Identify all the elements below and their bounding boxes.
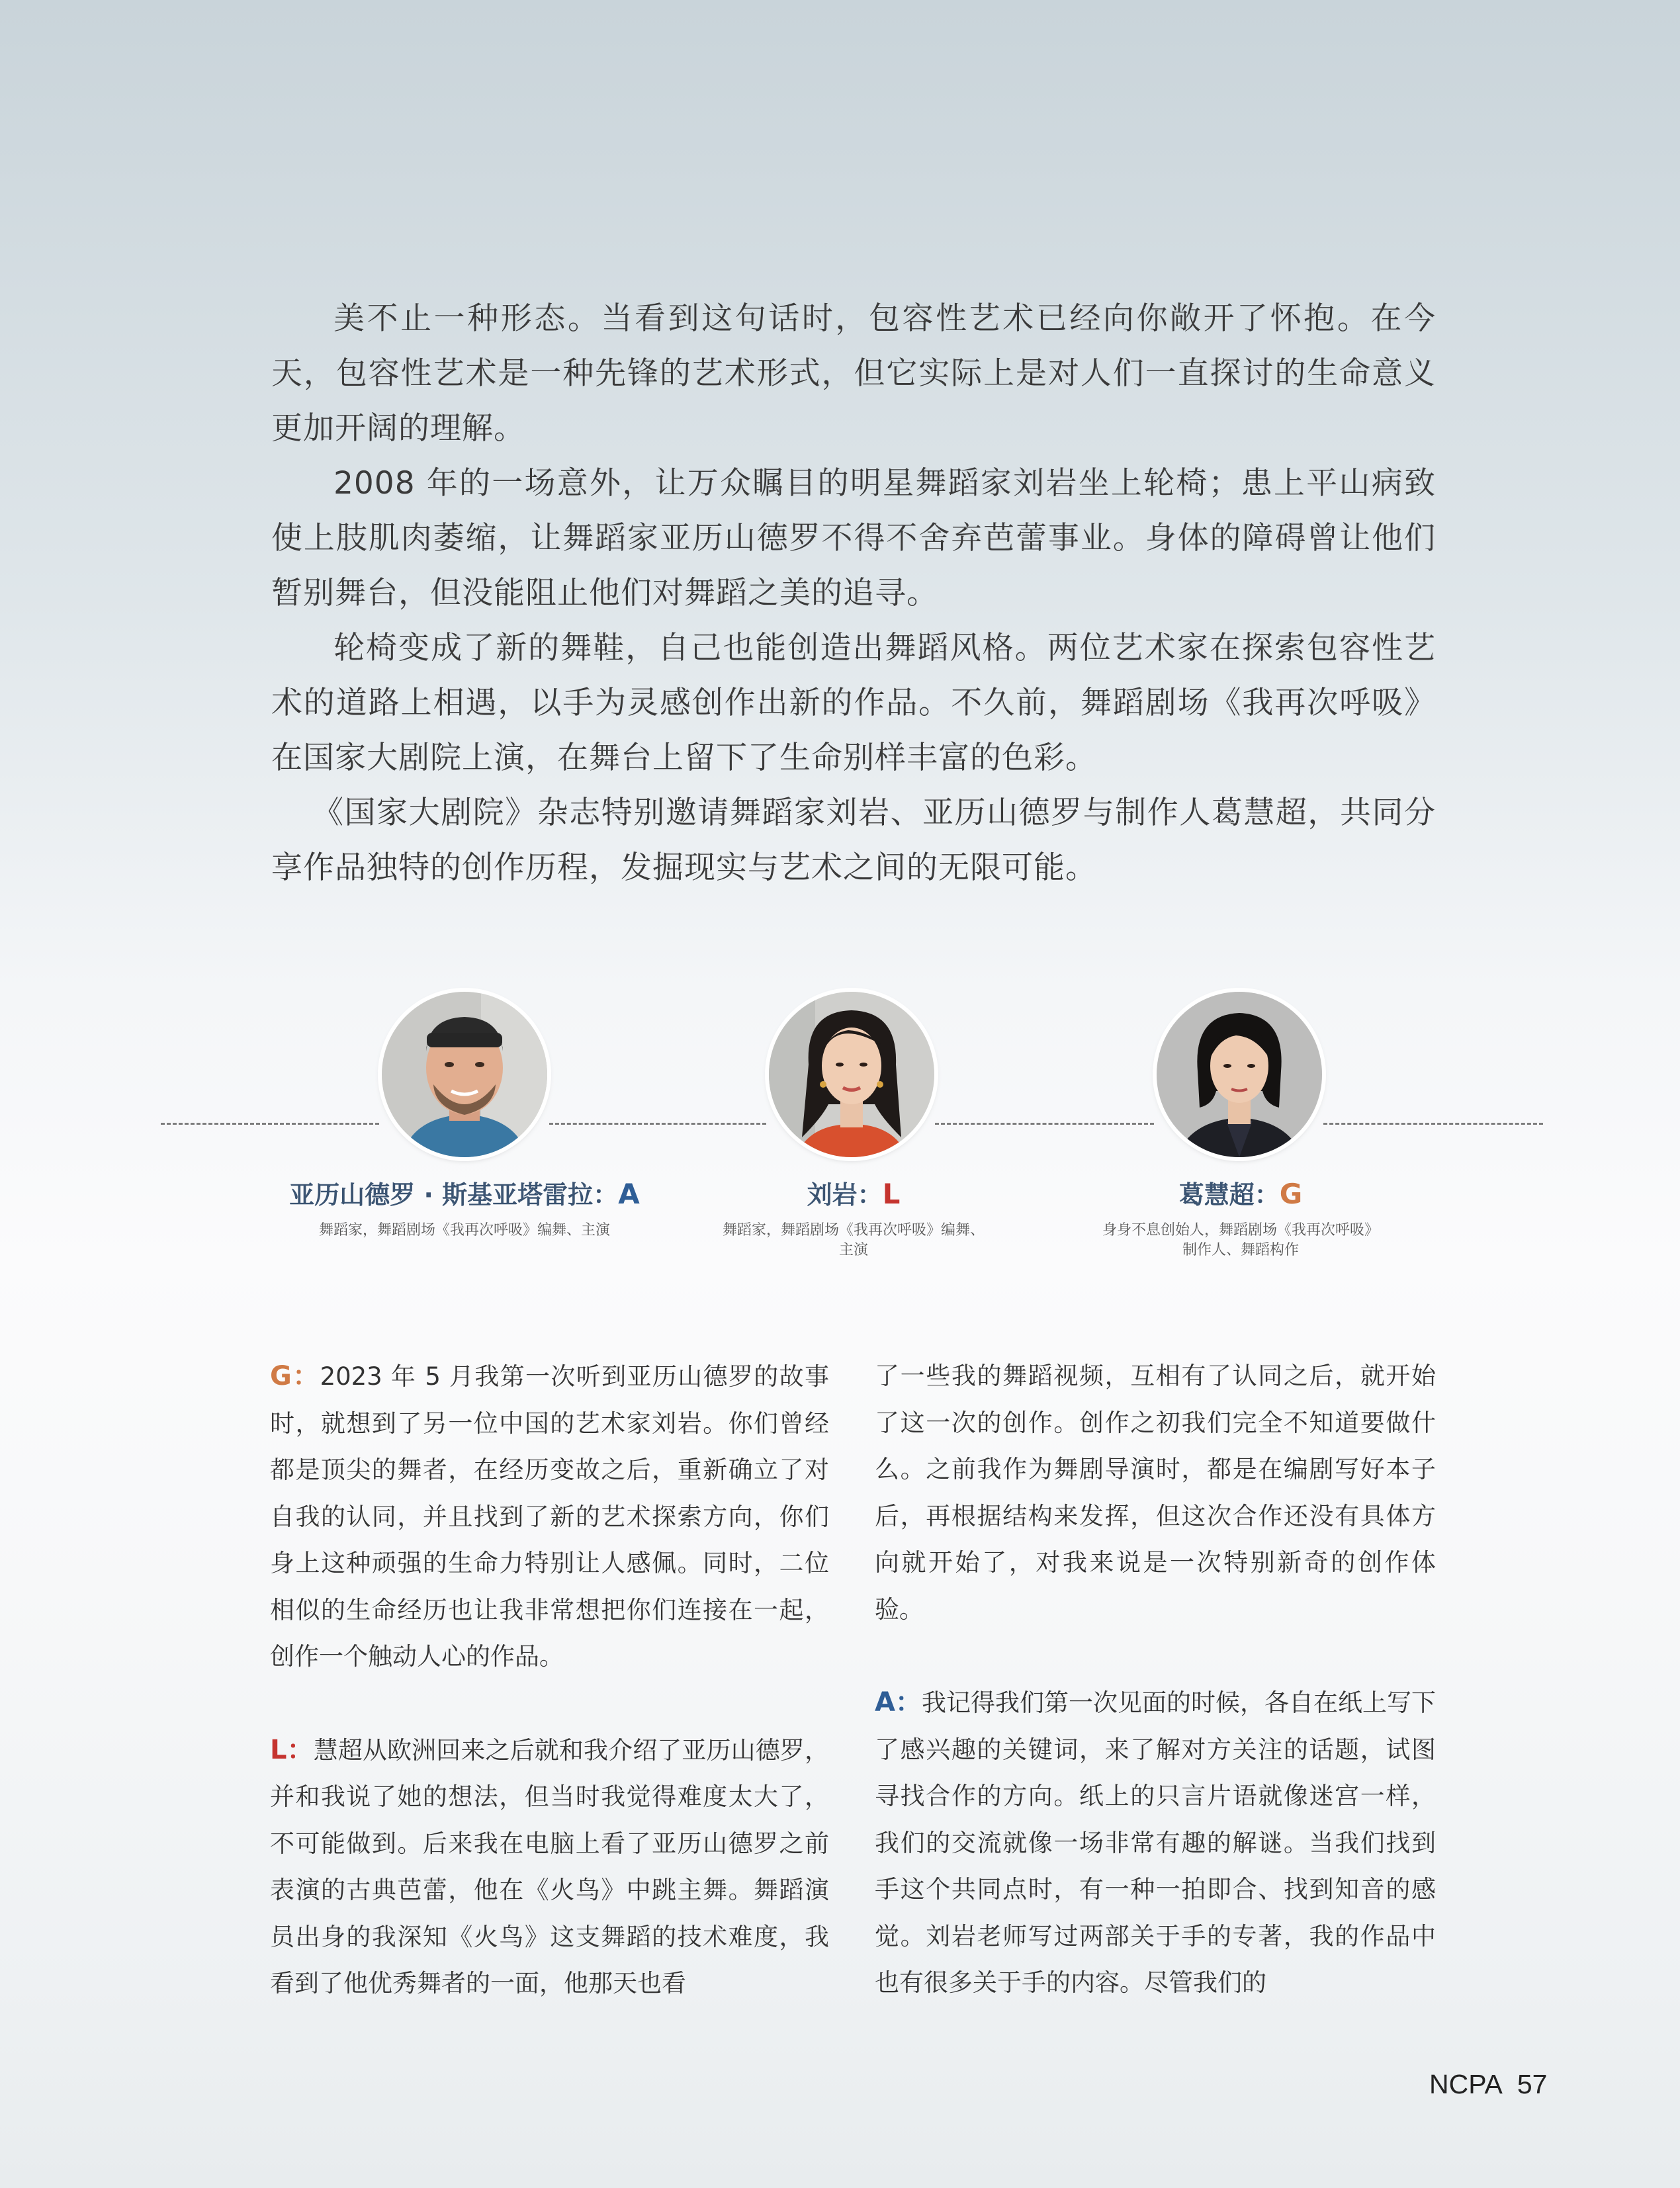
intro-paragraph: 2008 年的一场意外，让万众瞩目的明星舞蹈家刘岩坐上轮椅；患上平山病致使上肢肌肉萎缩，让舞蹈家亚历山德罗不得不舍弃芭蕾事业。身体的障碍曾让他们暂别舞台，但没能阻止他们对舞蹈之美的追寻。 (271, 465, 1436, 611)
person-liu-yan (668, 1171, 1039, 1260)
divider-line (549, 1123, 766, 1125)
dialogue-column-left (270, 1353, 829, 2007)
avatar-ge-huichao (1157, 992, 1322, 1157)
person-description: 舞蹈家，舞蹈剧场《我再次呼吸》编舞、主演 (318, 1222, 610, 1239)
dialogue-l: L：慧超从欧洲回来之后就和我介绍了亚历山德罗，并和我说了她的想法，但当时我觉得难度太大了，不可能做到。后来我在电脑上看了亚历山德罗之前表演的古典芭蕾，他在《火鸟》中跳主舞。舞蹈演员出身的我深知《火鸟》这支舞蹈的技术难度，我看到了他优秀舞者的一面，他那天也看 (270, 1734, 829, 1997)
intro-paragraph: 《国家大剧院》杂志特别邀请舞蹈家刘岩、亚历山德罗与制作人葛慧超，共同分享作品独特的创作历程，发掘现实与艺术之间的无限可能。 (271, 795, 1436, 886)
avatar-alessandro (382, 992, 547, 1157)
person-ge-huichao (1059, 1171, 1423, 1260)
speaker-letter: G (1279, 1178, 1303, 1210)
speaker-label: A： (875, 1687, 922, 1718)
page-number: 57 (1517, 2069, 1548, 2099)
person-name: 亚历山德罗 · 斯基亚塔雷拉：A (289, 1178, 640, 1210)
person-description: 舞蹈家，舞蹈剧场《我再次呼吸》编舞、 (722, 1222, 985, 1239)
speaker-letter: A (618, 1178, 640, 1210)
intro-paragraph: 轮椅变成了新的舞鞋，自己也能创造出舞蹈风格。两位艺术家在探索包容性艺术的道路上相遇，以手为灵感创作出新的作品。不久前，舞蹈剧场《我再次呼吸》在国家大剧院上演，在舞台上留下了生命别样丰富的色彩。 (271, 630, 1436, 776)
divider-line (1323, 1123, 1543, 1125)
divider-line (935, 1123, 1154, 1125)
magazine-brand: NCPA (1429, 2069, 1503, 2099)
person-description: 制作人、舞蹈构作 (1182, 1242, 1299, 1258)
intro-text (271, 291, 1436, 895)
speaker-label: G： (270, 1361, 320, 1391)
dialogue-a: A：我记得我们第一次见面的时候，各自在纸上写下了感兴趣的关键词，来了解对方关注的话题，试图寻找合作的方向。纸上的只言片语就像迷宫一样，我们的交流就像一场非常有趣的解谜。当我们找到手这个共同点时，有一种一拍即合、找到知音的感觉。刘岩老师写过两部关于手的专著，我的作品中也有很多关于手的内容。尽管我们的 (875, 1687, 1436, 1997)
speaker-label: L： (270, 1734, 314, 1765)
speaker-letter: L (882, 1178, 901, 1210)
dialogue-column-right (875, 1353, 1436, 2007)
avatar-liu-yan (769, 992, 934, 1157)
person-description: 身身不息创始人，舞蹈剧场《我再次呼吸》 (1102, 1222, 1379, 1239)
person-alessandro (259, 1171, 670, 1241)
person-name: 葛慧超：G (1178, 1178, 1303, 1210)
dialogue-g: G：2023 年 5 月我第一次听到亚历山德罗的故事时，就想到了另一位中国的艺术家刘岩。你们曾经都是顶尖的舞者，在经历变故之后，重新确立了对自我的认同，并且找到了新的艺术探索方向，你们身上这种顽强的生命力特别让人感佩。同时，二位相似的生命经历也让我非常想把你们连接在一起，创作一个触动人心的作品。 (270, 1361, 829, 1671)
person-name: 刘岩：L (807, 1178, 901, 1210)
divider-line (161, 1123, 379, 1125)
page-footer (1429, 2069, 1547, 2100)
dialogue-l-continued: 了一些我的舞蹈视频，互相有了认同之后，就开始了这一次的创作。创作之初我们完全不知道要做什么。之前我作为舞剧导演时，都是在编剧写好本子后，再根据结构来发挥，但这次合作还没有具体方向就开始了，对我来说是一次特别新奇的创作体验。 (875, 1362, 1436, 1624)
intro-paragraph: 美不止一种形态。当看到这句话时，包容性艺术已经向你敞开了怀抱。在今天，包容性艺术是一种先锋的艺术形式，但它实际上是对人们一直探讨的生命意义更加开阔的理解。 (271, 300, 1436, 447)
person-description: 主演 (838, 1242, 868, 1258)
